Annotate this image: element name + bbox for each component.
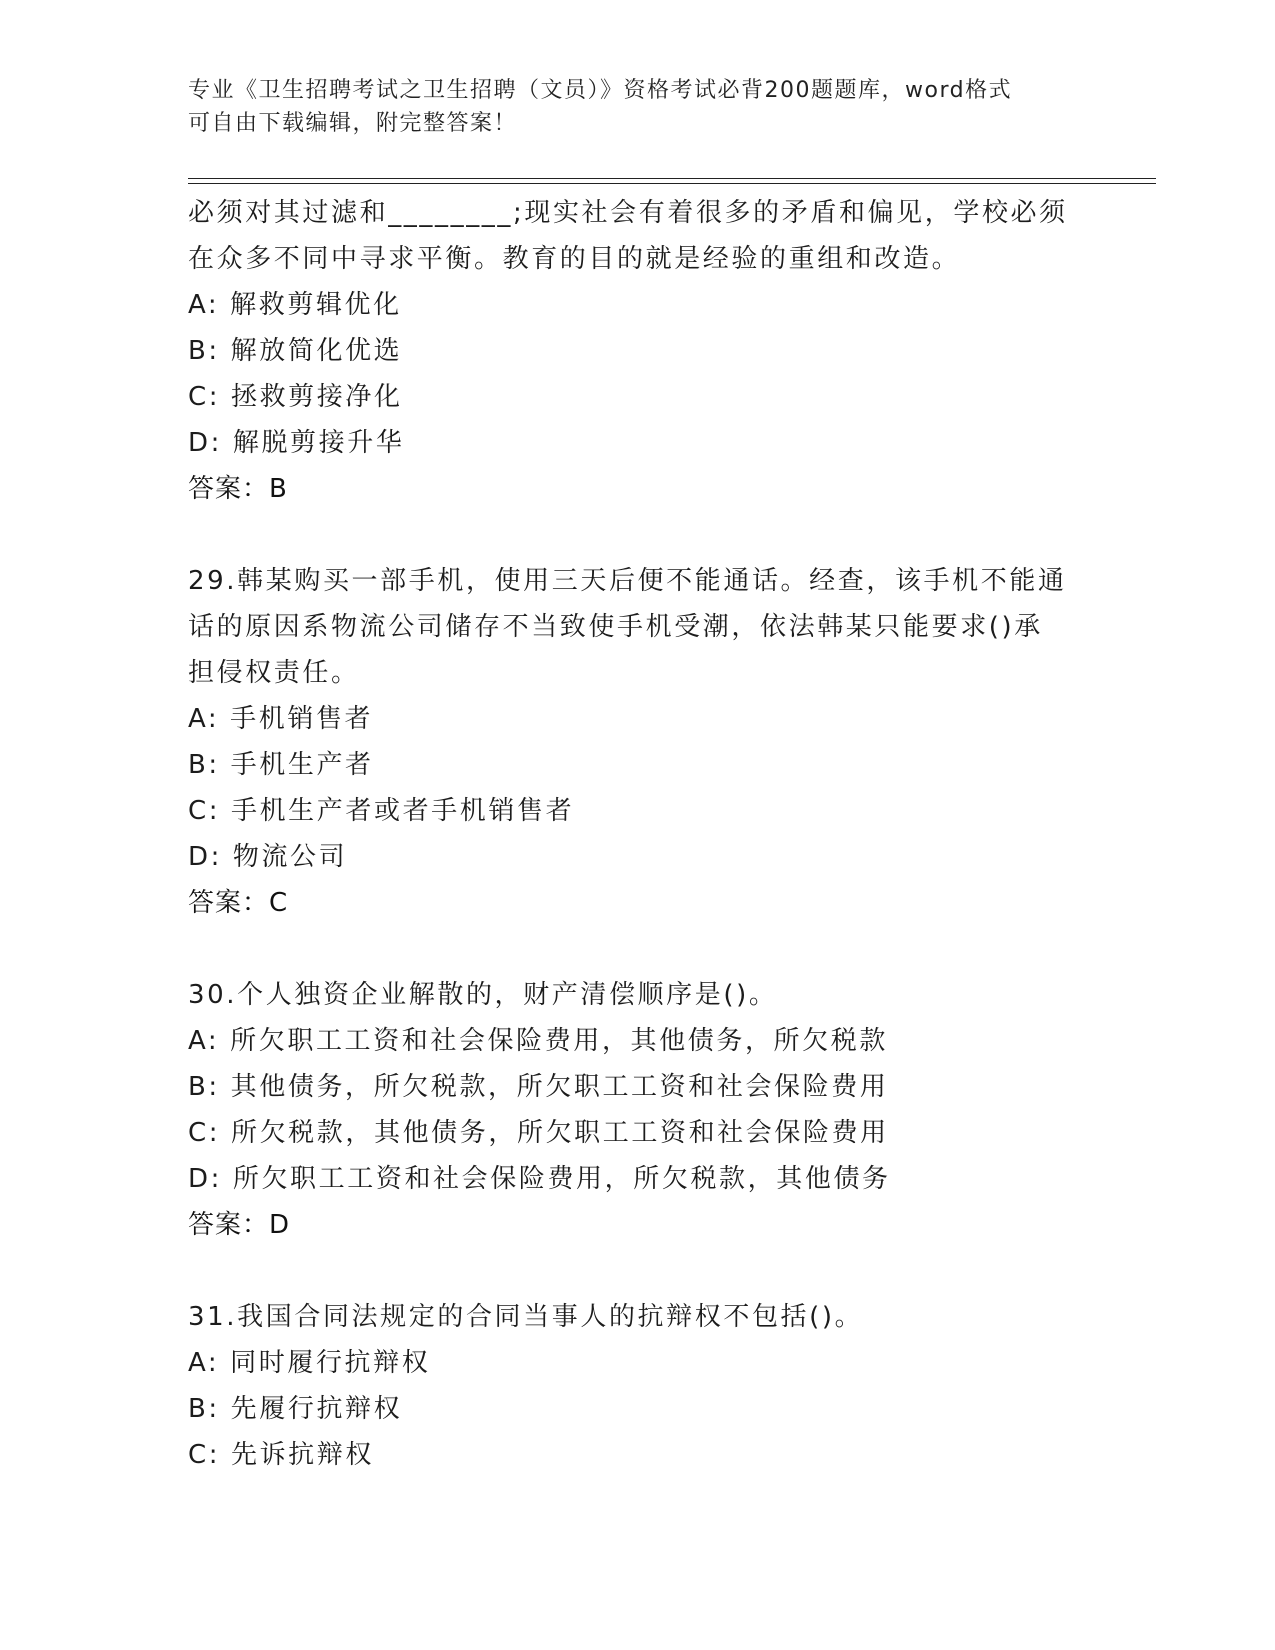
- question-text-line: 在众多不同中寻求平衡。教育的目的就是经验的重组和改造。: [188, 244, 961, 274]
- question-block-prev: [188, 190, 1088, 512]
- option-d: D: 解脱剪接升华: [188, 428, 405, 458]
- question-block-30: [188, 972, 1088, 1248]
- spacer: [188, 512, 1088, 558]
- question-block-29: [188, 558, 1088, 926]
- option-c: C: 手机生产者或者手机销售者: [188, 796, 575, 826]
- question-text-line: 29.韩某购买一部手机，使用三天后便不能通话。经查，该手机不能通: [188, 566, 1067, 596]
- option-c: C: 先诉抗辩权: [188, 1440, 374, 1470]
- spacer: [188, 1248, 1088, 1294]
- option-b: B: 手机生产者: [188, 750, 374, 780]
- option-b: B: 其他债务，所欠税款，所欠职工工资和社会保险费用: [188, 1072, 889, 1102]
- option-b: B: 先履行抗辩权: [188, 1394, 403, 1424]
- header-line-1: 专业《卫生招聘考试之卫生招聘（文员）》资格考试必背200题题库，word格式: [188, 78, 1013, 103]
- question-text-line: 31.我国合同法规定的合同当事人的抗辩权不包括()。: [188, 1302, 864, 1332]
- option-c: C: 拯救剪接净化: [188, 382, 403, 412]
- document-header: [188, 74, 1088, 140]
- question-text-line: 担侵权责任。: [188, 658, 360, 688]
- header-divider-top: [188, 178, 1156, 179]
- option-b: B: 解放简化优选: [188, 336, 403, 366]
- option-a: A: 解救剪辑优化: [188, 290, 402, 320]
- option-a: A: 所欠职工工资和社会保险费用，其他债务，所欠税款: [188, 1026, 888, 1056]
- option-d: D: 物流公司: [188, 842, 348, 872]
- answer-text: 答案：C: [188, 888, 289, 918]
- option-c: C: 所欠税款，其他债务，所欠职工工资和社会保险费用: [188, 1118, 889, 1148]
- header-line-2: 可自由下载编辑，附完整答案！: [188, 111, 518, 136]
- answer-text: 答案：B: [188, 474, 288, 504]
- question-block-31: [188, 1294, 1088, 1478]
- option-d: D: 所欠职工工资和社会保险费用，所欠税款，其他债务: [188, 1164, 891, 1194]
- question-list: [188, 190, 1088, 1478]
- question-text-line: 30.个人独资企业解散的，财产清偿顺序是()。: [188, 980, 778, 1010]
- header-divider-bottom: [188, 183, 1156, 184]
- spacer: [188, 926, 1088, 972]
- option-a: A: 手机销售者: [188, 704, 374, 734]
- option-a: A: 同时履行抗辩权: [188, 1348, 431, 1378]
- question-text-line: 必须对其过滤和________;现实社会有着很多的矛盾和偏见，学校必须: [188, 198, 1068, 228]
- question-text-line: 话的原因系物流公司储存不当致使手机受潮，依法韩某只能要求()承: [188, 612, 1043, 642]
- answer-text: 答案：D: [188, 1210, 291, 1240]
